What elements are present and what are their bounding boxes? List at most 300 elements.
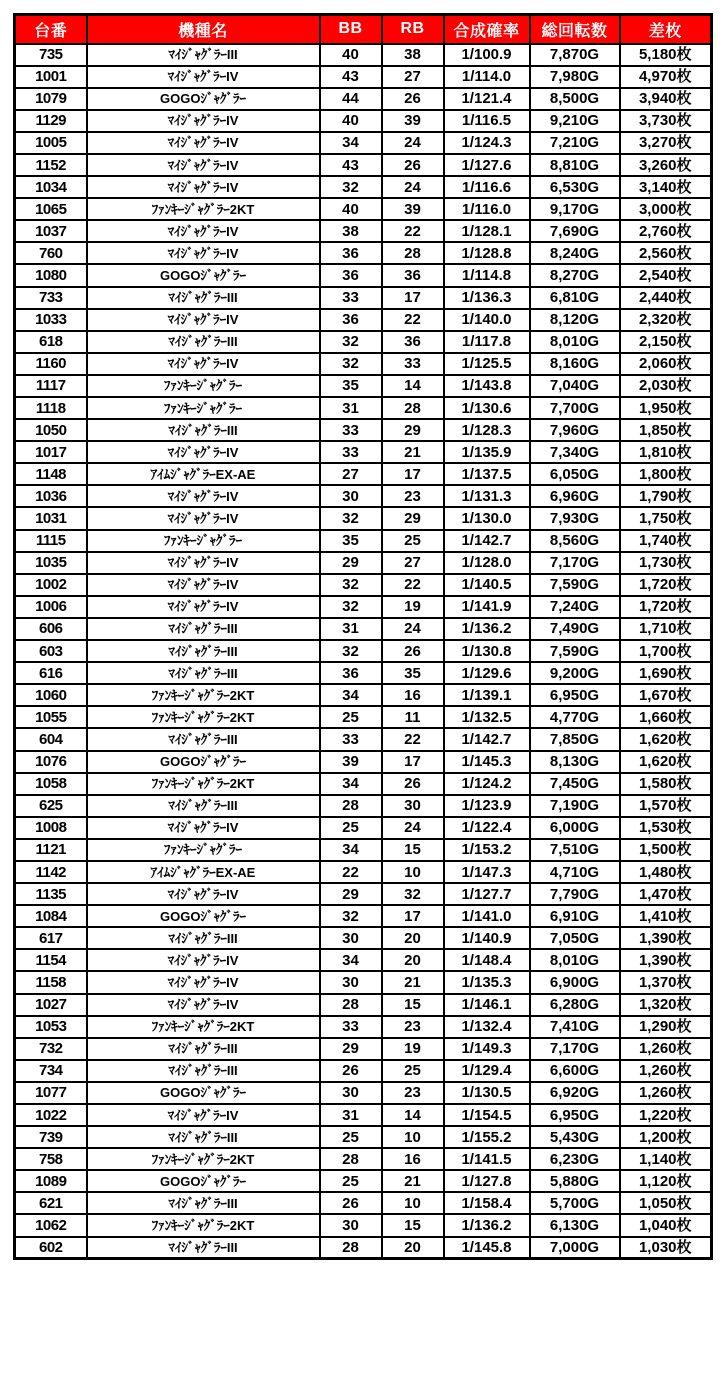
rb-count-cell: 22 <box>382 220 444 242</box>
bb-count-cell: 34 <box>320 839 382 861</box>
machine-number-cell: 1065 <box>15 198 87 220</box>
machine-number-cell: 1084 <box>15 905 87 927</box>
medal-diff-cell: 1,700枚 <box>620 640 712 662</box>
combined-rate-cell: 1/155.2 <box>444 1126 530 1148</box>
model-name-cell: ﾏｲｼﾞｬｸﾞﾗｰIV <box>87 441 320 463</box>
machine-number-cell: 758 <box>15 1148 87 1170</box>
total-games-cell: 7,170G <box>530 1038 620 1060</box>
total-games-cell: 7,000G <box>530 1237 620 1259</box>
machine-data-table <box>13 13 713 1260</box>
rb-count-cell: 29 <box>382 419 444 441</box>
machine-number-cell: 616 <box>15 662 87 684</box>
bb-count-cell: 25 <box>320 1170 382 1192</box>
table-row <box>15 507 712 529</box>
table-row <box>15 751 712 773</box>
combined-rate-cell: 1/148.4 <box>444 949 530 971</box>
rb-count-cell: 14 <box>382 375 444 397</box>
model-name-cell: ﾏｲｼﾞｬｸﾞﾗｰIII <box>87 331 320 353</box>
model-name-cell: ﾏｲｼﾞｬｸﾞﾗｰIV <box>87 132 320 154</box>
machine-number-cell: 1001 <box>15 66 87 88</box>
bb-count-cell: 36 <box>320 309 382 331</box>
machine-number-cell: 1060 <box>15 684 87 706</box>
medal-diff-cell: 1,850枚 <box>620 419 712 441</box>
bb-count-cell: 32 <box>320 353 382 375</box>
table-row <box>15 66 712 88</box>
rb-count-cell: 22 <box>382 574 444 596</box>
machine-number-cell: 1005 <box>15 132 87 154</box>
medal-diff-cell: 4,970枚 <box>620 66 712 88</box>
medal-diff-cell: 1,660枚 <box>620 706 712 728</box>
table-row <box>15 242 712 264</box>
combined-rate-cell: 1/130.0 <box>444 507 530 529</box>
rb-count-cell: 35 <box>382 662 444 684</box>
combined-rate-cell: 1/114.0 <box>444 66 530 88</box>
bb-count-cell: 25 <box>320 1126 382 1148</box>
rb-count-cell: 20 <box>382 927 444 949</box>
rb-count-cell: 22 <box>382 309 444 331</box>
machine-number-cell: 1050 <box>15 419 87 441</box>
total-games-cell: 6,530G <box>530 176 620 198</box>
machine-number-cell: 1033 <box>15 309 87 331</box>
machine-number-cell: 1129 <box>15 110 87 132</box>
machine-number-cell: 739 <box>15 1126 87 1148</box>
combined-rate-cell: 1/129.6 <box>444 662 530 684</box>
bb-count-cell: 33 <box>320 287 382 309</box>
table-row <box>15 110 712 132</box>
total-games-cell: 5,430G <box>530 1126 620 1148</box>
bb-count-cell: 27 <box>320 463 382 485</box>
bb-count-cell: 35 <box>320 375 382 397</box>
machine-number-cell: 602 <box>15 1237 87 1259</box>
bb-count-cell: 31 <box>320 1104 382 1126</box>
model-name-cell: ﾏｲｼﾞｬｸﾞﾗｰIV <box>87 994 320 1016</box>
model-name-cell: ﾏｲｼﾞｬｸﾞﾗｰIII <box>87 1060 320 1082</box>
total-games-cell: 7,690G <box>530 220 620 242</box>
table-row <box>15 883 712 905</box>
combined-rate-cell: 1/139.1 <box>444 684 530 706</box>
model-name-cell: ﾏｲｼﾞｬｸﾞﾗｰIV <box>87 574 320 596</box>
bb-count-cell: 34 <box>320 684 382 706</box>
table-row <box>15 463 712 485</box>
machine-number-cell: 734 <box>15 1060 87 1082</box>
medal-diff-cell: 1,800枚 <box>620 463 712 485</box>
machine-number-cell: 1002 <box>15 574 87 596</box>
combined-rate-cell: 1/128.1 <box>444 220 530 242</box>
column-header-diff: 差枚 <box>620 15 712 44</box>
bb-count-cell: 25 <box>320 817 382 839</box>
rb-count-cell: 11 <box>382 706 444 728</box>
table-row <box>15 331 712 353</box>
model-name-cell: ﾏｲｼﾞｬｸﾞﾗｰIII <box>87 927 320 949</box>
bb-count-cell: 30 <box>320 1214 382 1236</box>
bb-count-cell: 28 <box>320 795 382 817</box>
rb-count-cell: 39 <box>382 110 444 132</box>
combined-rate-cell: 1/100.9 <box>444 44 530 66</box>
machine-number-cell: 1036 <box>15 485 87 507</box>
bb-count-cell: 36 <box>320 242 382 264</box>
rb-count-cell: 26 <box>382 640 444 662</box>
medal-diff-cell: 1,320枚 <box>620 994 712 1016</box>
total-games-cell: 7,340G <box>530 441 620 463</box>
combined-rate-cell: 1/141.0 <box>444 905 530 927</box>
combined-rate-cell: 1/136.3 <box>444 287 530 309</box>
table-row <box>15 287 712 309</box>
machine-number-cell: 1077 <box>15 1082 87 1104</box>
rb-count-cell: 24 <box>382 176 444 198</box>
bb-count-cell: 36 <box>320 662 382 684</box>
total-games-cell: 5,880G <box>530 1170 620 1192</box>
combined-rate-cell: 1/136.2 <box>444 618 530 640</box>
machine-number-cell: 1079 <box>15 88 87 110</box>
combined-rate-cell: 1/124.3 <box>444 132 530 154</box>
rb-count-cell: 23 <box>382 1082 444 1104</box>
table-row <box>15 485 712 507</box>
machine-number-cell: 1058 <box>15 773 87 795</box>
total-games-cell: 6,900G <box>530 971 620 993</box>
rb-count-cell: 15 <box>382 994 444 1016</box>
bb-count-cell: 43 <box>320 154 382 176</box>
model-name-cell: ﾏｲｼﾞｬｸﾞﾗｰIV <box>87 971 320 993</box>
total-games-cell: 6,950G <box>530 684 620 706</box>
rb-count-cell: 26 <box>382 773 444 795</box>
column-header-model: 機種名 <box>87 15 320 44</box>
model-name-cell: ﾌｧﾝｷｰｼﾞｬｸﾞﾗｰ <box>87 375 320 397</box>
total-games-cell: 7,050G <box>530 927 620 949</box>
bb-count-cell: 44 <box>320 88 382 110</box>
machine-number-cell: 1055 <box>15 706 87 728</box>
table-row <box>15 618 712 640</box>
medal-diff-cell: 1,690枚 <box>620 662 712 684</box>
table-row <box>15 397 712 419</box>
machine-number-cell: 618 <box>15 331 87 353</box>
table-body <box>15 44 712 1259</box>
table-row <box>15 596 712 618</box>
combined-rate-cell: 1/140.5 <box>444 574 530 596</box>
medal-diff-cell: 1,030枚 <box>620 1237 712 1259</box>
model-name-cell: ﾌｧﾝｷｰｼﾞｬｸﾞﾗｰ <box>87 839 320 861</box>
combined-rate-cell: 1/117.8 <box>444 331 530 353</box>
total-games-cell: 7,590G <box>530 574 620 596</box>
combined-rate-cell: 1/127.8 <box>444 1170 530 1192</box>
medal-diff-cell: 3,940枚 <box>620 88 712 110</box>
combined-rate-cell: 1/128.8 <box>444 242 530 264</box>
model-name-cell: ﾏｲｼﾞｬｸﾞﾗｰIV <box>87 949 320 971</box>
model-name-cell: ﾌｧﾝｷｰｼﾞｬｸﾞﾗｰ2KT <box>87 706 320 728</box>
table-row <box>15 1192 712 1214</box>
bb-count-cell: 33 <box>320 728 382 750</box>
machine-number-cell: 1117 <box>15 375 87 397</box>
table-row <box>15 662 712 684</box>
medal-diff-cell: 2,030枚 <box>620 375 712 397</box>
bb-count-cell: 25 <box>320 706 382 728</box>
rb-count-cell: 15 <box>382 839 444 861</box>
table-row <box>15 1082 712 1104</box>
machine-number-cell: 1115 <box>15 530 87 552</box>
bb-count-cell: 29 <box>320 883 382 905</box>
machine-number-cell: 1152 <box>15 154 87 176</box>
table-row <box>15 552 712 574</box>
bb-count-cell: 26 <box>320 1060 382 1082</box>
table-row <box>15 817 712 839</box>
column-header-games: 総回転数 <box>530 15 620 44</box>
total-games-cell: 7,510G <box>530 839 620 861</box>
medal-diff-cell: 1,720枚 <box>620 596 712 618</box>
medal-diff-cell: 3,000枚 <box>620 198 712 220</box>
combined-rate-cell: 1/153.2 <box>444 839 530 861</box>
total-games-cell: 7,960G <box>530 419 620 441</box>
combined-rate-cell: 1/128.3 <box>444 419 530 441</box>
combined-rate-cell: 1/127.6 <box>444 154 530 176</box>
combined-rate-cell: 1/154.5 <box>444 1104 530 1126</box>
total-games-cell: 7,850G <box>530 728 620 750</box>
table-row <box>15 264 712 286</box>
combined-rate-cell: 1/142.7 <box>444 530 530 552</box>
bb-count-cell: 33 <box>320 419 382 441</box>
machine-number-cell: 1053 <box>15 1016 87 1038</box>
total-games-cell: 7,590G <box>530 640 620 662</box>
medal-diff-cell: 1,220枚 <box>620 1104 712 1126</box>
model-name-cell: ﾏｲｼﾞｬｸﾞﾗｰIV <box>87 817 320 839</box>
total-games-cell: 8,810G <box>530 154 620 176</box>
rb-count-cell: 36 <box>382 331 444 353</box>
combined-rate-cell: 1/143.8 <box>444 375 530 397</box>
total-games-cell: 5,700G <box>530 1192 620 1214</box>
medal-diff-cell: 1,260枚 <box>620 1038 712 1060</box>
model-name-cell: ﾏｲｼﾞｬｸﾞﾗｰIII <box>87 1038 320 1060</box>
model-name-cell: GOGOｼﾞｬｸﾞﾗｰ <box>87 264 320 286</box>
rb-count-cell: 20 <box>382 1237 444 1259</box>
table-row <box>15 375 712 397</box>
medal-diff-cell: 1,050枚 <box>620 1192 712 1214</box>
medal-diff-cell: 1,260枚 <box>620 1060 712 1082</box>
total-games-cell: 7,410G <box>530 1016 620 1038</box>
medal-diff-cell: 1,200枚 <box>620 1126 712 1148</box>
bb-count-cell: 31 <box>320 397 382 419</box>
combined-rate-cell: 1/129.4 <box>444 1060 530 1082</box>
rb-count-cell: 17 <box>382 463 444 485</box>
bb-count-cell: 29 <box>320 1038 382 1060</box>
combined-rate-cell: 1/116.5 <box>444 110 530 132</box>
table-row <box>15 640 712 662</box>
total-games-cell: 8,120G <box>530 309 620 331</box>
model-name-cell: ﾏｲｼﾞｬｸﾞﾗｰIII <box>87 640 320 662</box>
medal-diff-cell: 1,470枚 <box>620 883 712 905</box>
rb-count-cell: 19 <box>382 596 444 618</box>
medal-diff-cell: 2,150枚 <box>620 331 712 353</box>
medal-diff-cell: 2,560枚 <box>620 242 712 264</box>
total-games-cell: 9,210G <box>530 110 620 132</box>
model-name-cell: ﾏｲｼﾞｬｸﾞﾗｰIV <box>87 596 320 618</box>
table-row <box>15 441 712 463</box>
model-name-cell: ﾏｲｼﾞｬｸﾞﾗｰIII <box>87 618 320 640</box>
total-games-cell: 7,040G <box>530 375 620 397</box>
table-row <box>15 309 712 331</box>
bb-count-cell: 30 <box>320 927 382 949</box>
table-header <box>15 15 712 44</box>
combined-rate-cell: 1/114.8 <box>444 264 530 286</box>
table-row <box>15 1214 712 1236</box>
model-name-cell: ﾏｲｼﾞｬｸﾞﾗｰIII <box>87 795 320 817</box>
total-games-cell: 6,910G <box>530 905 620 927</box>
combined-rate-cell: 1/116.0 <box>444 198 530 220</box>
machine-number-cell: 1160 <box>15 353 87 375</box>
machine-number-cell: 760 <box>15 242 87 264</box>
machine-number-cell: 604 <box>15 728 87 750</box>
table-row <box>15 220 712 242</box>
rb-count-cell: 23 <box>382 485 444 507</box>
model-name-cell: ﾏｲｼﾞｬｸﾞﾗｰIII <box>87 287 320 309</box>
bb-count-cell: 40 <box>320 44 382 66</box>
bb-count-cell: 34 <box>320 773 382 795</box>
total-games-cell: 8,010G <box>530 331 620 353</box>
machine-number-cell: 1035 <box>15 552 87 574</box>
model-name-cell: GOGOｼﾞｬｸﾞﾗｰ <box>87 1170 320 1192</box>
total-games-cell: 7,170G <box>530 552 620 574</box>
machine-number-cell: 1022 <box>15 1104 87 1126</box>
model-name-cell: ﾏｲｼﾞｬｸﾞﾗｰIII <box>87 728 320 750</box>
combined-rate-cell: 1/135.3 <box>444 971 530 993</box>
rb-count-cell: 21 <box>382 441 444 463</box>
medal-diff-cell: 1,570枚 <box>620 795 712 817</box>
total-games-cell: 7,790G <box>530 883 620 905</box>
bb-count-cell: 40 <box>320 198 382 220</box>
total-games-cell: 6,920G <box>530 1082 620 1104</box>
table-row <box>15 1148 712 1170</box>
model-name-cell: ｱｲﾑｼﾞｬｸﾞﾗｰEX-AE <box>87 861 320 883</box>
model-name-cell: ﾏｲｼﾞｬｸﾞﾗｰIV <box>87 242 320 264</box>
rb-count-cell: 15 <box>382 1214 444 1236</box>
table-row <box>15 1237 712 1259</box>
model-name-cell: ﾏｲｼﾞｬｸﾞﾗｰIV <box>87 507 320 529</box>
total-games-cell: 8,010G <box>530 949 620 971</box>
column-header-bb: BB <box>320 15 382 44</box>
machine-number-cell: 621 <box>15 1192 87 1214</box>
machine-number-cell: 1121 <box>15 839 87 861</box>
machine-number-cell: 1076 <box>15 751 87 773</box>
table-row <box>15 795 712 817</box>
rb-count-cell: 28 <box>382 242 444 264</box>
combined-rate-cell: 1/131.3 <box>444 485 530 507</box>
total-games-cell: 6,280G <box>530 994 620 1016</box>
medal-diff-cell: 1,580枚 <box>620 773 712 795</box>
table-row <box>15 1126 712 1148</box>
rb-count-cell: 10 <box>382 1192 444 1214</box>
rb-count-cell: 23 <box>382 1016 444 1038</box>
total-games-cell: 6,050G <box>530 463 620 485</box>
machine-number-cell: 1118 <box>15 397 87 419</box>
table-row <box>15 1016 712 1038</box>
medal-diff-cell: 1,810枚 <box>620 441 712 463</box>
rb-count-cell: 33 <box>382 353 444 375</box>
model-name-cell: ﾏｲｼﾞｬｸﾞﾗｰIV <box>87 552 320 574</box>
machine-number-cell: 1034 <box>15 176 87 198</box>
medal-diff-cell: 1,710枚 <box>620 618 712 640</box>
bb-count-cell: 40 <box>320 110 382 132</box>
medal-diff-cell: 1,530枚 <box>620 817 712 839</box>
table-row <box>15 728 712 750</box>
rb-count-cell: 24 <box>382 132 444 154</box>
medal-diff-cell: 2,540枚 <box>620 264 712 286</box>
medal-diff-cell: 2,060枚 <box>620 353 712 375</box>
medal-diff-cell: 1,120枚 <box>620 1170 712 1192</box>
combined-rate-cell: 1/132.4 <box>444 1016 530 1038</box>
medal-diff-cell: 1,750枚 <box>620 507 712 529</box>
total-games-cell: 7,700G <box>530 397 620 419</box>
total-games-cell: 8,130G <box>530 751 620 773</box>
model-name-cell: ﾏｲｼﾞｬｸﾞﾗｰIV <box>87 309 320 331</box>
combined-rate-cell: 1/128.0 <box>444 552 530 574</box>
medal-diff-cell: 3,270枚 <box>620 132 712 154</box>
total-games-cell: 8,240G <box>530 242 620 264</box>
machine-number-cell: 1135 <box>15 883 87 905</box>
model-name-cell: ﾏｲｼﾞｬｸﾞﾗｰIII <box>87 1192 320 1214</box>
rb-count-cell: 38 <box>382 44 444 66</box>
machine-number-cell: 1006 <box>15 596 87 618</box>
rb-count-cell: 17 <box>382 905 444 927</box>
model-name-cell: ﾏｲｼﾞｬｸﾞﾗｰIII <box>87 44 320 66</box>
medal-diff-cell: 1,370枚 <box>620 971 712 993</box>
rb-count-cell: 24 <box>382 618 444 640</box>
model-name-cell: ﾏｲｼﾞｬｸﾞﾗｰIV <box>87 1104 320 1126</box>
total-games-cell: 7,210G <box>530 132 620 154</box>
rb-count-cell: 25 <box>382 1060 444 1082</box>
bb-count-cell: 32 <box>320 640 382 662</box>
model-name-cell: ﾌｧﾝｷｰｼﾞｬｸﾞﾗｰ <box>87 397 320 419</box>
table-row <box>15 44 712 66</box>
column-header-dai: 台番 <box>15 15 87 44</box>
bb-count-cell: 30 <box>320 485 382 507</box>
total-games-cell: 8,500G <box>530 88 620 110</box>
total-games-cell: 7,870G <box>530 44 620 66</box>
rb-count-cell: 39 <box>382 198 444 220</box>
rb-count-cell: 27 <box>382 552 444 574</box>
medal-diff-cell: 3,260枚 <box>620 154 712 176</box>
model-name-cell: ﾏｲｼﾞｬｸﾞﾗｰIV <box>87 176 320 198</box>
total-games-cell: 6,230G <box>530 1148 620 1170</box>
medal-diff-cell: 1,670枚 <box>620 684 712 706</box>
model-name-cell: ﾌｧﾝｷｰｼﾞｬｸﾞﾗｰ2KT <box>87 773 320 795</box>
model-name-cell: GOGOｼﾞｬｸﾞﾗｰ <box>87 751 320 773</box>
model-name-cell: ﾏｲｼﾞｬｸﾞﾗｰIV <box>87 220 320 242</box>
total-games-cell: 6,960G <box>530 485 620 507</box>
combined-rate-cell: 1/140.0 <box>444 309 530 331</box>
combined-rate-cell: 1/145.3 <box>444 751 530 773</box>
rb-count-cell: 10 <box>382 861 444 883</box>
rb-count-cell: 32 <box>382 883 444 905</box>
machine-number-cell: 732 <box>15 1038 87 1060</box>
machine-number-cell: 1017 <box>15 441 87 463</box>
total-games-cell: 6,950G <box>530 1104 620 1126</box>
rb-count-cell: 25 <box>382 530 444 552</box>
total-games-cell: 4,710G <box>530 861 620 883</box>
bb-count-cell: 34 <box>320 132 382 154</box>
bb-count-cell: 32 <box>320 596 382 618</box>
table-row <box>15 1104 712 1126</box>
total-games-cell: 7,980G <box>530 66 620 88</box>
medal-diff-cell: 1,720枚 <box>620 574 712 596</box>
table-row <box>15 949 712 971</box>
combined-rate-cell: 1/132.5 <box>444 706 530 728</box>
machine-number-cell: 1080 <box>15 264 87 286</box>
machine-number-cell: 1037 <box>15 220 87 242</box>
medal-diff-cell: 2,760枚 <box>620 220 712 242</box>
bb-count-cell: 34 <box>320 949 382 971</box>
column-header-rb: RB <box>382 15 444 44</box>
medal-diff-cell: 3,730枚 <box>620 110 712 132</box>
table-row <box>15 1038 712 1060</box>
machine-number-cell: 1008 <box>15 817 87 839</box>
table-row <box>15 905 712 927</box>
